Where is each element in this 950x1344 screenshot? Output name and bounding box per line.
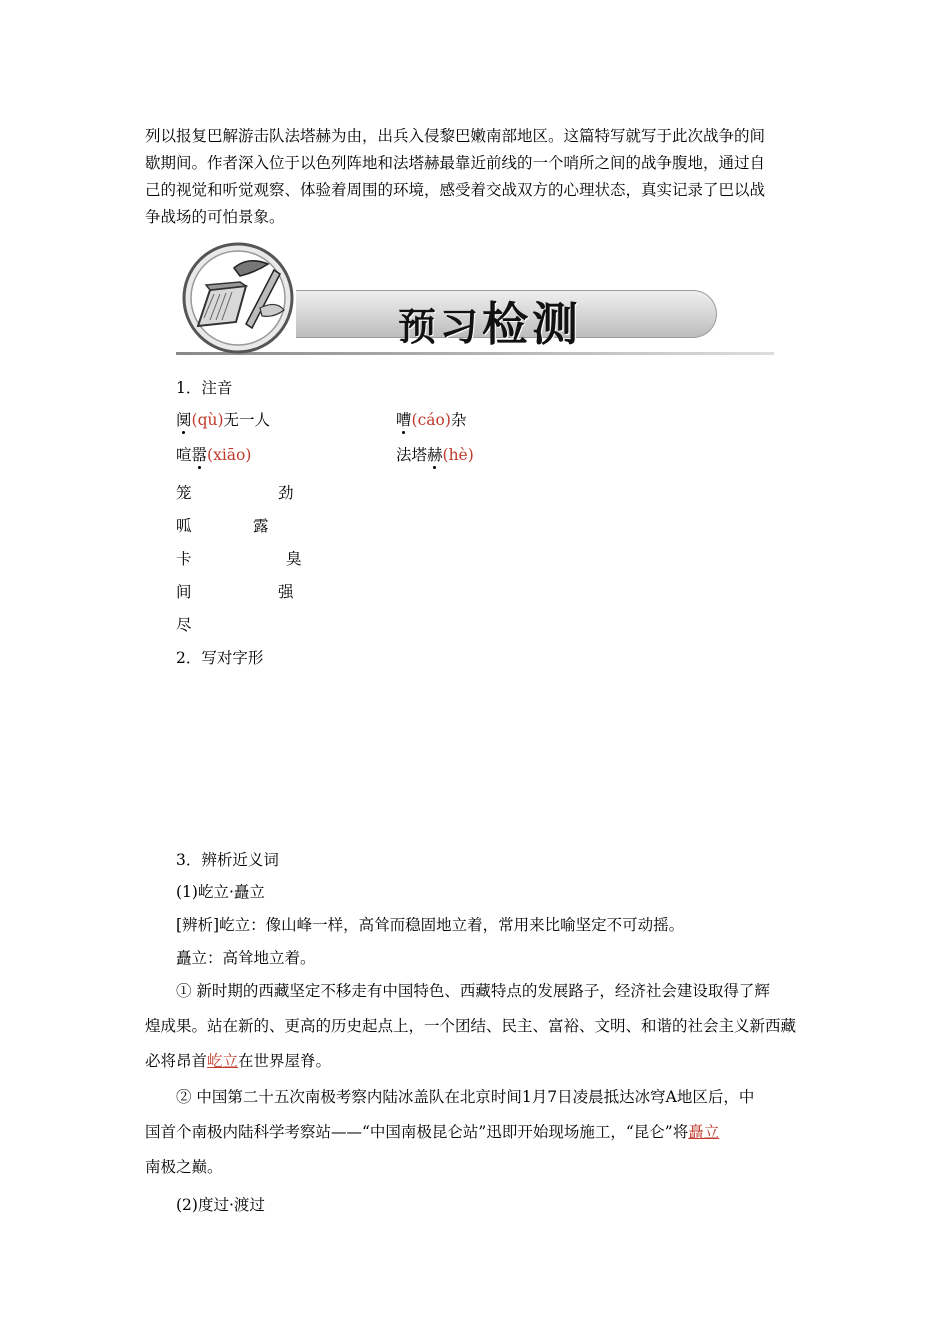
pinyin-char: 赫 [427, 443, 443, 465]
example-text: 国首个南极内陆科学考察站——“中国南极昆仑站”迅即开始现场施工，“昆仑”将 [145, 1123, 689, 1141]
q2-title: 2．写对字形 [176, 649, 264, 667]
q1-title: 1．注音 [176, 379, 233, 397]
example-1-line-1: ① 新时期的西藏坚定不移走有中国特色、西藏特点的发展路子，经济社会建设取得了辉 [176, 982, 770, 1000]
pinyin-reading: (cáo) [411, 411, 451, 429]
q3-sub-2: (2)度过·渡过 [176, 1196, 265, 1214]
example-1-line-3 [145, 1049, 331, 1071]
intro-line-3: 己的视觉和听觉观察、体验着周围的环境，感受着交战双方的心理状态，真实记录了巴以战 [145, 181, 766, 199]
highlighted-word: 矗立 [688, 1123, 720, 1141]
q3-chuli-definition: 矗立：高耸地立着。 [176, 949, 316, 967]
poly-char: 劲 [278, 484, 294, 502]
banner-title-b: 检测 [482, 297, 583, 351]
example-1-line-2: 煌成果。站在新的、更高的历史起点上，一个团结、民主、富裕、文明、和谐的社会主义新西藏 [145, 1017, 797, 1035]
banner-title-a: 预习 [398, 304, 483, 349]
poly-char: 笼 [176, 484, 192, 502]
pinyin-prefix: 法塔 [396, 446, 428, 464]
section-banner [176, 238, 776, 360]
pinyin-char: 阒 [176, 408, 192, 430]
poly-char: 露 [253, 517, 269, 535]
pinyin-prefix: 喧 [176, 446, 192, 464]
intro-line-1: 列以报复巴解游击队法塔赫为由，出兵入侵黎巴嫩南部地区。这篇特写就写于此次战争的间 [145, 127, 766, 145]
highlighted-word: 屹立 [207, 1052, 239, 1070]
pinyin-char: 嚣 [192, 443, 208, 465]
q3-analysis: [辨析]屹立：像山峰一样，高耸而稳固地立着，常用来比喻坚定不可动摇。 [176, 916, 685, 934]
pinyin-rest: 无一人 [223, 411, 271, 429]
pinyin-rest: 杂 [450, 411, 467, 429]
pinyin-reading: (qù) [191, 411, 224, 429]
pinyin-item-1 [176, 408, 270, 430]
book-pen-icon [176, 238, 306, 360]
pinyin-item-3 [176, 443, 251, 465]
pinyin-item-2 [396, 408, 466, 430]
poly-char: 尽 [176, 616, 192, 634]
banner-title [398, 288, 582, 354]
pinyin-reading: (xiāo) [207, 446, 252, 464]
example-text: 必将昂首 [145, 1052, 208, 1070]
q3-title: 3．辨析近义词 [176, 851, 279, 869]
pinyin-item-4 [396, 443, 474, 465]
example-2-line-1: ② 中国第二十五次南极考察内陆冰盖队在北京时间1月7日凌晨抵达冰穹A地区后，中 [176, 1088, 755, 1106]
example-2-line-3: 南极之巅。 [145, 1158, 223, 1176]
example-text: 在世界屋脊。 [238, 1052, 332, 1070]
poly-char: 卡 [176, 550, 192, 568]
intro-line-2: 歇期间。作者深入位于以色列阵地和法塔赫最靠近前线的一个哨所之间的战争腹地，通过自 [145, 154, 766, 172]
poly-char: 呱 [176, 517, 192, 535]
poly-char: 强 [278, 583, 294, 601]
pinyin-char: 嘈 [396, 408, 412, 430]
q3-sub-1: (1)屹立·矗立 [176, 883, 265, 901]
intro-line-4: 争战场的可怕景象。 [145, 208, 285, 226]
poly-char: 间 [176, 583, 192, 601]
example-2-line-2 [145, 1120, 719, 1142]
poly-char: 臭 [286, 550, 302, 568]
pinyin-reading: (hè) [442, 446, 474, 464]
